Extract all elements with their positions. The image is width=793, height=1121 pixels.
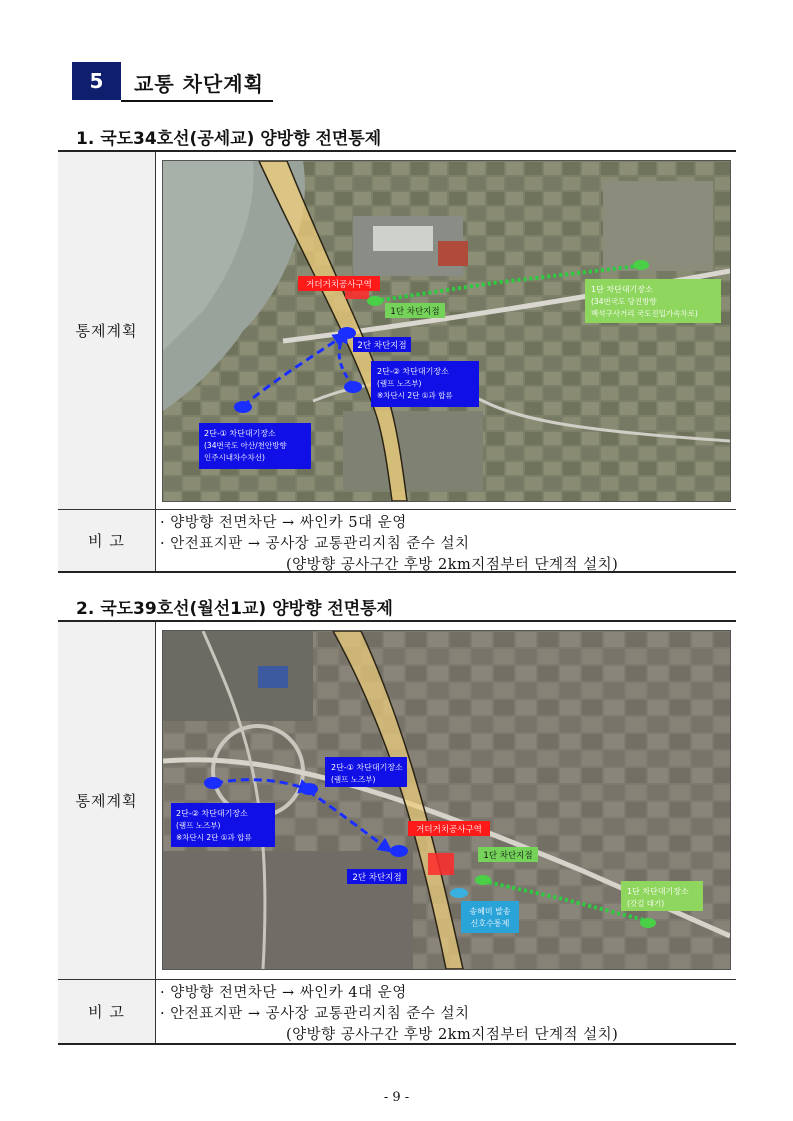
stage1-wait-sub1: (34번국도 당진방향 [591,297,657,306]
subsection-1-title: 1. 국도34호선(공세교) 양방향 전면통제 [76,129,382,149]
section-title: 교통 차단계획 [134,72,264,96]
factory-roof [373,226,433,251]
note-line-2: · 안전표지판 → 공사장 교통관리지침 준수 설치 [160,1006,470,1022]
town-area [163,631,313,721]
row-label-control-plan: 통제계획 [58,622,156,979]
stage2b-wait-label: 2단-② 차단대기장소 [176,809,248,818]
signal-label: 송혜미 발송 [469,907,511,916]
note-row [58,509,736,571]
stage1-wait-sub1: (갓길 대기) [627,899,665,908]
stage2b-wait-sub1: (램프 노즈부) [377,379,422,388]
stage1-wait-label: 1단 차단대기장소 [627,887,689,896]
stage1-wait-sub2: 백석구사거리 국도진입가속차로) [591,309,698,318]
stage2a-wait-sub2: 인주시내차수차선) [204,453,265,462]
control-plan-row [58,622,736,979]
section-header [72,62,272,102]
control-plan-row [58,152,736,509]
stage2a-wait-sub1: (34번국도 아산/천안방향 [204,441,287,450]
village-area [163,851,413,969]
stage2b-wait-sub1: (램프 노즈부) [176,821,221,830]
stage2b-wait-label: 2단-② 차단대기장소 [377,367,449,376]
section-underline [121,100,273,102]
town-area [343,411,483,491]
row-label-control-plan: 통제계획 [58,152,156,509]
stage1-wait-point [633,260,649,270]
satellite-map-1 [162,160,731,502]
girder-work-zone-marker [428,853,454,875]
signal-point [450,888,468,898]
factory-roof-red [438,241,468,266]
stage2a-wait-label: 2단-① 차단대기장소 [331,763,403,772]
stage2-block-point [390,845,408,857]
stage2a-wait-point [300,783,318,795]
note-line-3: (양방향 공사구간 후방 2km지점부터 단계적 설치) [286,1027,619,1043]
work-zone-label: 거더거치공사구역 [416,825,482,835]
stage1-wait-label: 1단 차단대기장소 [591,285,653,294]
stage2-block-label: 2단 차단지점 [352,873,402,883]
work-zone-label: 거더거치공사구역 [306,280,372,290]
stage2a-wait-sub1: (램프 노즈부) [331,775,376,784]
stage1-wait-point [640,918,656,928]
control-plan-table-2 [58,620,736,1045]
subsection-2-title: 2. 국도39호선(월선1교) 양방향 전면통제 [76,599,393,619]
row-label-note: 비 고 [58,980,156,1043]
signal-sub-label: 신호수통제 [470,919,510,928]
note-line-2: · 안전표지판 → 공사장 교통관리지침 준수 설치 [160,536,470,552]
note-line-3: (양방향 공사구간 후방 2km지점부터 단계적 설치) [286,557,619,573]
stage2a-wait-label: 2단-① 차단대기장소 [204,429,276,438]
blue-roof-building [258,666,288,688]
note-content [156,510,736,571]
stage2a-wait-point [234,401,252,413]
stage2-block-label: 2단 차단지점 [357,341,407,351]
stage2b-wait-sub2: ※차단시 2단 ①과 합류 [377,391,453,400]
section-number: 5 [72,62,121,100]
page-number: - 9 - [383,1090,410,1105]
stage1-block-point [367,296,383,306]
note-line-1: · 양방향 전면차단 → 싸인카 5대 운영 [160,515,407,531]
map-cell [156,152,736,509]
control-plan-table-1 [58,150,736,573]
stage1-block-point [475,875,491,885]
row-label-note: 비 고 [58,510,156,571]
stage1-block-label: 1단 차단지점 [483,851,533,861]
note-row [58,979,736,1043]
map-cell [156,622,736,979]
satellite-map-2 [162,630,731,970]
stage2b-wait-point [204,777,222,789]
stage2b-wait-point [344,381,362,393]
stage1-block-label: 1단 차단지점 [390,307,440,317]
village-area [603,181,713,271]
stage2b-wait-sub2: ※차단시 2단 ①과 합류 [176,833,252,842]
note-content [156,980,736,1043]
signal-label-box [461,901,519,933]
note-line-1: · 양방향 전면차단 → 싸인카 4대 운영 [160,985,407,1001]
